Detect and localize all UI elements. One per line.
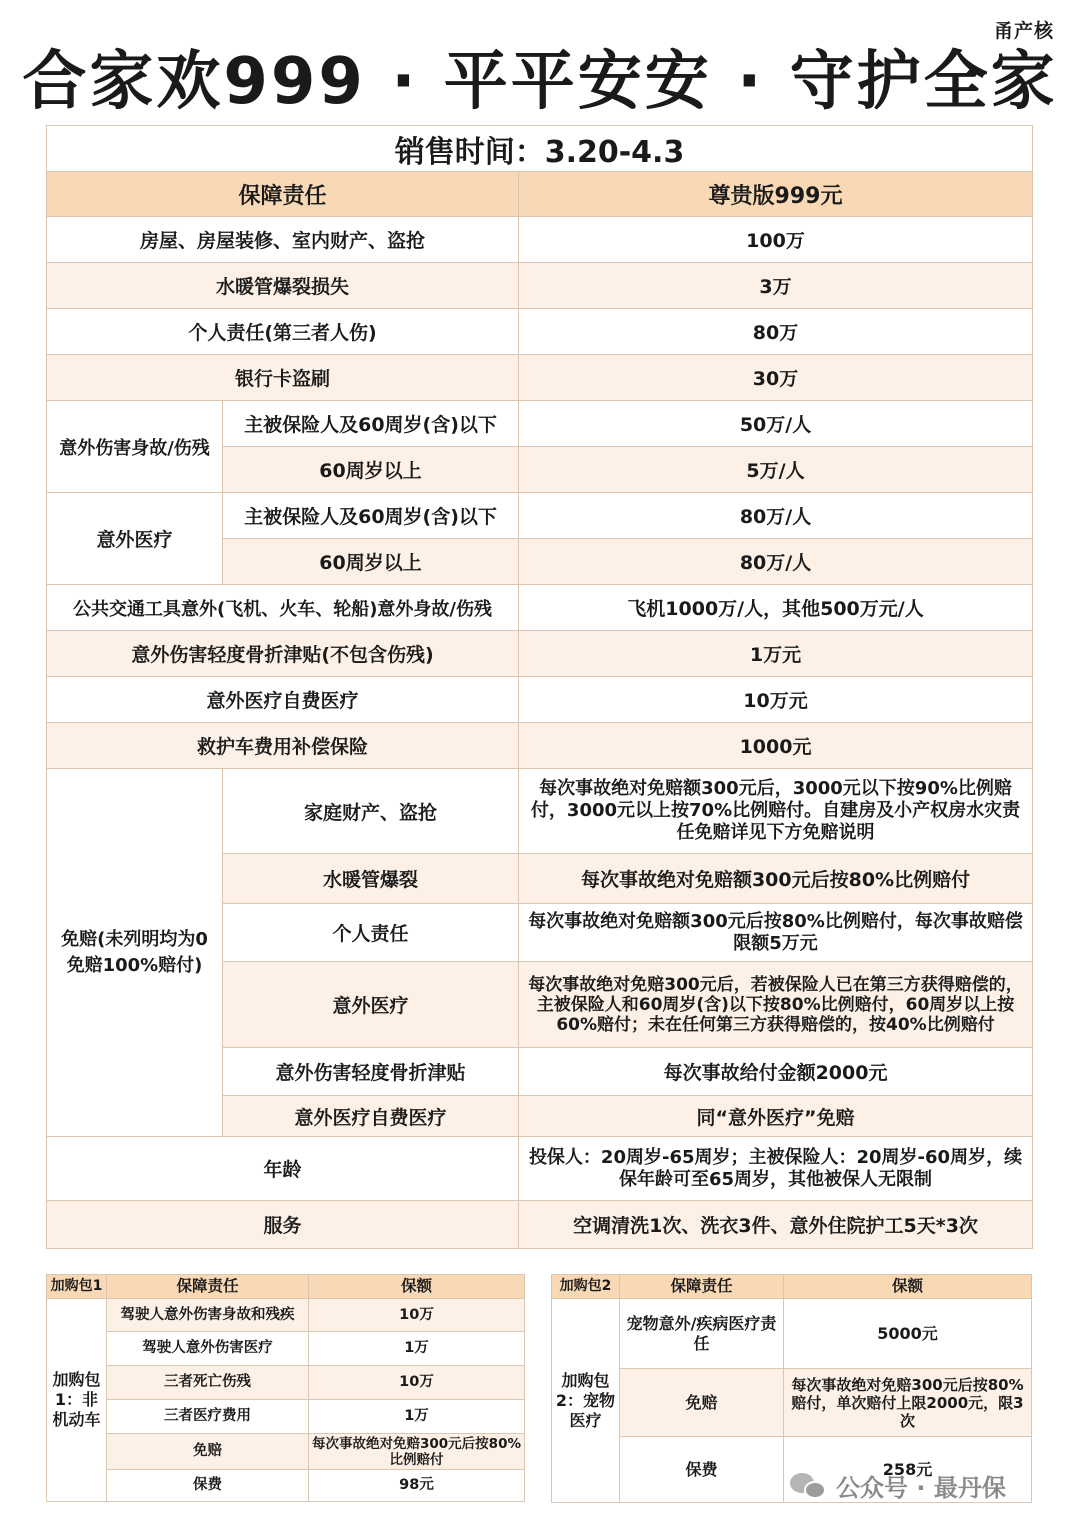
addon1-header-amount: 保额 [309, 1275, 525, 1299]
addon1-row-value: 10万 [309, 1299, 525, 1332]
approval-tag: 甬产核 [993, 20, 1054, 42]
row-label: 房屋、房屋装修、室内财产、盗抢 [47, 217, 519, 263]
row-label: 银行卡盗刷 [47, 355, 519, 401]
addon1-row-label: 三者医疗费用 [107, 1400, 309, 1434]
row-value: 每次事故绝对免赔额300元后按80%比例赔付 [519, 854, 1033, 904]
sub-label: 水暖管爆裂 [223, 854, 519, 904]
addon2-row-label: 免赔 [620, 1369, 784, 1437]
coverage-table [46, 125, 1033, 1249]
row-value: 同“意外医疗”免赔 [519, 1096, 1033, 1137]
header-premium-plan: 尊贵版999元 [519, 172, 1033, 217]
addon2-header-pack: 加购包2 [552, 1275, 620, 1299]
service-label: 服务 [47, 1201, 519, 1249]
sub-label: 主被保险人及60周岁(含)以下 [223, 401, 519, 447]
row-label: 意外医疗自费医疗 [47, 677, 519, 723]
age-label: 年龄 [47, 1137, 519, 1201]
addon1-row-label: 免赔 [107, 1434, 309, 1470]
row-value: 每次事故绝对免赔300元后，若被保险人已在第三方获得赔偿的，主被保险人和60周岁(含)以下按80%比例赔付，60周岁以上按60%赔付；未在任何第三方获得赔偿的，按40%比例赔付 [519, 962, 1033, 1048]
group-label: 意外医疗 [47, 493, 223, 585]
addon1-row-value: 1万 [309, 1332, 525, 1366]
watermark [790, 1468, 1006, 1503]
addon1-row-label: 驾驶人意外伤害身故和残疾 [107, 1299, 309, 1332]
row-label: 救护车费用补偿保险 [47, 723, 519, 769]
page-title: 合家欢999 · 平平安安 · 守护全家 [22, 45, 1058, 119]
row-label: 水暖管爆裂损失 [47, 263, 519, 309]
addon1-row-label: 驾驶人意外伤害医疗 [107, 1332, 309, 1366]
row-label: 个人责任(第三者人伤) [47, 309, 519, 355]
addon2-row-value: 每次事故绝对免赔300元后按80%赔付，单次赔付上限2000元，限3次 [784, 1369, 1032, 1437]
watermark-text: 公众号 · 最丹保 [836, 1474, 1006, 1502]
row-value: 10万元 [519, 677, 1033, 723]
addon2-row-value: 5000元 [784, 1299, 1032, 1369]
addon2-row-label: 宠物意外/疾病医疗责任 [620, 1299, 784, 1369]
addon1-row-value: 每次事故绝对免赔300元后按80%比例赔付 [309, 1434, 525, 1470]
addon1-row-label: 三者死亡伤残 [107, 1366, 309, 1400]
wechat-icon [790, 1471, 826, 1501]
sub-label: 主被保险人及60周岁(含)以下 [223, 493, 519, 539]
row-value: 100万 [519, 217, 1033, 263]
sub-label: 意外医疗 [223, 962, 519, 1048]
header-coverage: 保障责任 [47, 172, 519, 217]
row-value: 3万 [519, 263, 1033, 309]
row-label: 意外伤害轻度骨折津贴(不包含伤残) [47, 631, 519, 677]
sub-label: 个人责任 [223, 904, 519, 962]
addon1-row-label: 保费 [107, 1470, 309, 1502]
row-value: 50万/人 [519, 401, 1033, 447]
row-value: 每次事故给付金额2000元 [519, 1048, 1033, 1096]
addon1-group-label: 加购包1：非机动车 [47, 1299, 107, 1502]
addon1-row-value: 98元 [309, 1470, 525, 1502]
row-value: 每次事故绝对免赔额300元后按80%比例赔付，每次事故赔偿限额5万元 [519, 904, 1033, 962]
row-value: 80万 [519, 309, 1033, 355]
addon2-group-label: 加购包2：宠物医疗 [552, 1299, 620, 1503]
addon1-row-value: 1万 [309, 1400, 525, 1434]
row-value: 5万/人 [519, 447, 1033, 493]
row-value: 80万/人 [519, 493, 1033, 539]
group-label: 意外伤害身故/伤残 [47, 401, 223, 493]
group-label: 免赔(未列明均为0免赔100%赔付) [47, 769, 223, 1137]
row-value: 30万 [519, 355, 1033, 401]
sale-time: 销售时间：3.20-4.3 [47, 126, 1033, 172]
addon2-header-coverage: 保障责任 [620, 1275, 784, 1299]
row-value: 每次事故绝对免赔额300元后，3000元以下按90%比例赔付，3000元以上按70%比例赔付。自建房及小产权房水灾责任免赔详见下方免赔说明 [519, 769, 1033, 854]
addon1-row-value: 10万 [309, 1366, 525, 1400]
addon-package-1-table [46, 1274, 525, 1502]
sub-label: 家庭财产、盗抢 [223, 769, 519, 854]
row-value: 80万/人 [519, 539, 1033, 585]
row-value: 1000元 [519, 723, 1033, 769]
addon2-row-value: 258元 [784, 1437, 1032, 1503]
row-value: 飞机1000万/人，其他500万元/人 [519, 585, 1033, 631]
service-value: 空调清洗1次、洗衣3件、意外住院护工5天*3次 [519, 1201, 1033, 1249]
age-value: 投保人：20周岁-65周岁；主被保险人：20周岁-60周岁，续保年龄可至65周岁，其他被保人无限制 [519, 1137, 1033, 1201]
sub-label: 意外伤害轻度骨折津贴 [223, 1048, 519, 1096]
addon2-row-label: 保费 [620, 1437, 784, 1503]
row-value: 1万元 [519, 631, 1033, 677]
sub-label: 60周岁以上 [223, 447, 519, 493]
addon2-header-amount: 保额 [784, 1275, 1032, 1299]
sub-label: 60周岁以上 [223, 539, 519, 585]
addon1-header-coverage: 保障责任 [107, 1275, 309, 1299]
row-label: 公共交通工具意外(飞机、火车、轮船)意外身故/伤残 [47, 585, 519, 631]
addon1-header-pack: 加购包1 [47, 1275, 107, 1299]
sub-label: 意外医疗自费医疗 [223, 1096, 519, 1137]
